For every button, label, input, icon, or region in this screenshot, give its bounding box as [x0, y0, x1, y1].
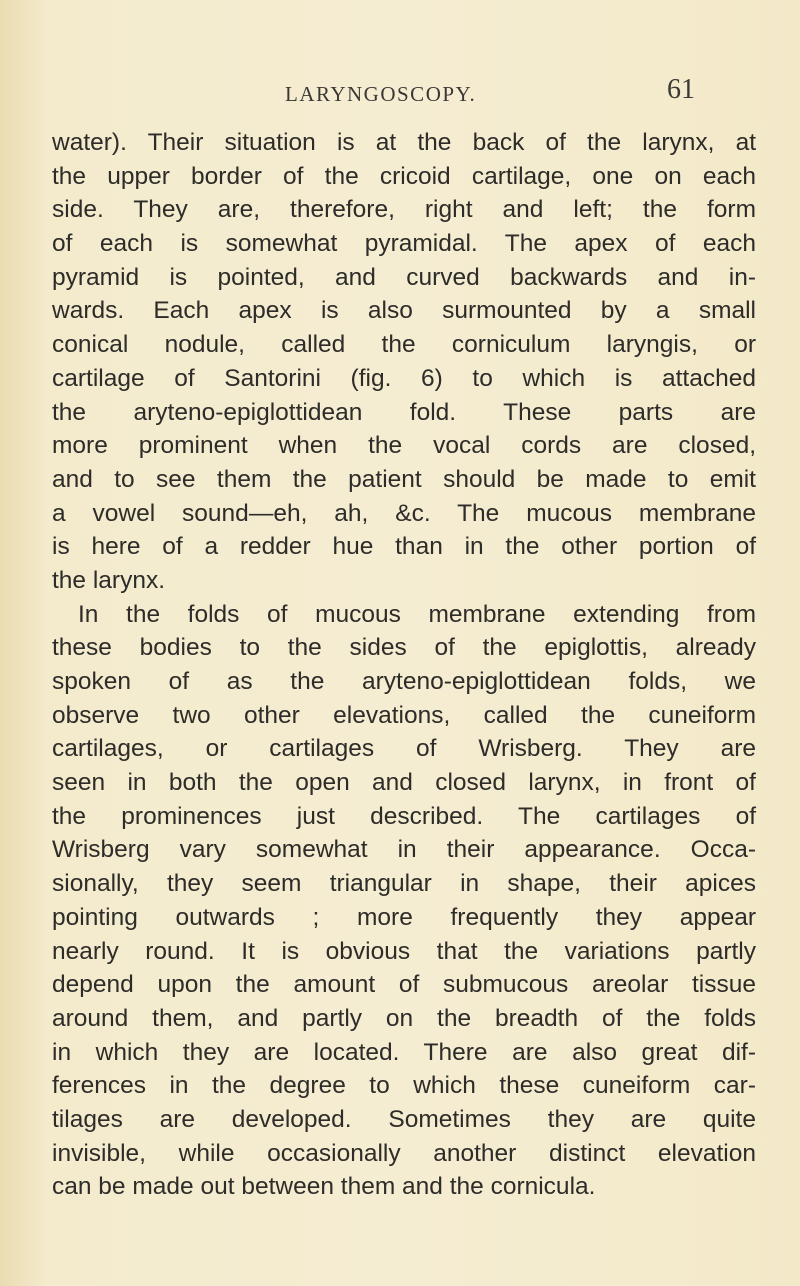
text-line: cartilage of Santorini (fig. 6) to which is attached — [52, 364, 756, 392]
text-line: a vowel sound—eh, ah, &c. The mucous membrane — [52, 499, 756, 527]
text-line: tilages are developed. Sometimes they are quite — [52, 1105, 756, 1133]
text-line: is here of a redder hue than in the other portion of — [52, 533, 756, 561]
text-line: invisible, while occasionally another distinct elevation — [52, 1139, 756, 1167]
text-line: pyramid is pointed, and curved backwards and in- — [52, 263, 756, 291]
text-line: water). Their situation is at the back of the larynx, at — [52, 129, 756, 156]
text-line: Wrisberg vary somewhat in their appearance. Occa- — [52, 836, 756, 864]
text-line: nearly round. It is obvious that the variations partly — [52, 937, 756, 965]
text-line: ferences in the degree to which these cuneiform car- — [52, 1072, 756, 1100]
text-line: more prominent when the vocal cords are closed, — [52, 432, 756, 460]
text-line: of each is somewhat pyramidal. The apex of each — [52, 230, 756, 258]
text-line: side. They are, therefore, right and left; the form — [52, 196, 756, 224]
text-line: wards. Each apex is also surmounted by a small — [52, 297, 756, 325]
text-line: observe two other elevations, called the cuneiform — [52, 701, 756, 729]
text-line: the larynx. — [52, 566, 166, 594]
text-line: cartilages, or cartilages of Wrisberg. They are — [52, 735, 756, 763]
text-line: and to see them the patient should be made to emit — [52, 465, 756, 493]
text-line: pointing outwards ; more frequently they appear — [52, 903, 756, 931]
text-line: around them, and partly on the breadth of the folds — [52, 1004, 756, 1032]
text-line: seen in both the open and closed larynx, in front of — [52, 769, 756, 797]
body-text — [52, 126, 756, 1204]
paragraph-first-line: In the folds of mucous membrane extending from — [78, 600, 756, 628]
text-line: the prominences just described. The cartilages of — [52, 802, 756, 830]
running-head: LARYNGOSCOPY. — [285, 82, 477, 106]
text-line: conical nodule, called the corniculum laryngis, or — [52, 331, 756, 359]
text-line: sionally, they seem triangular in shape, their apices — [52, 870, 756, 898]
text-line: spoken of as the aryteno-epiglottidean folds, we — [52, 668, 756, 695]
text-line: the aryteno-epiglottidean fold. These parts are — [52, 398, 756, 426]
text-line: depend upon the amount of submucous areolar tissue — [52, 971, 756, 999]
text-line: these bodies to the sides of the epiglottis, already — [52, 634, 756, 662]
text-line: the upper border of the cricoid cartilage, one on each — [52, 162, 756, 190]
text-line: in which they are located. There are also great dif- — [52, 1038, 756, 1066]
text-line: can be made out between them and the cornicula. — [52, 1173, 596, 1201]
page-number: 61 — [667, 74, 695, 105]
